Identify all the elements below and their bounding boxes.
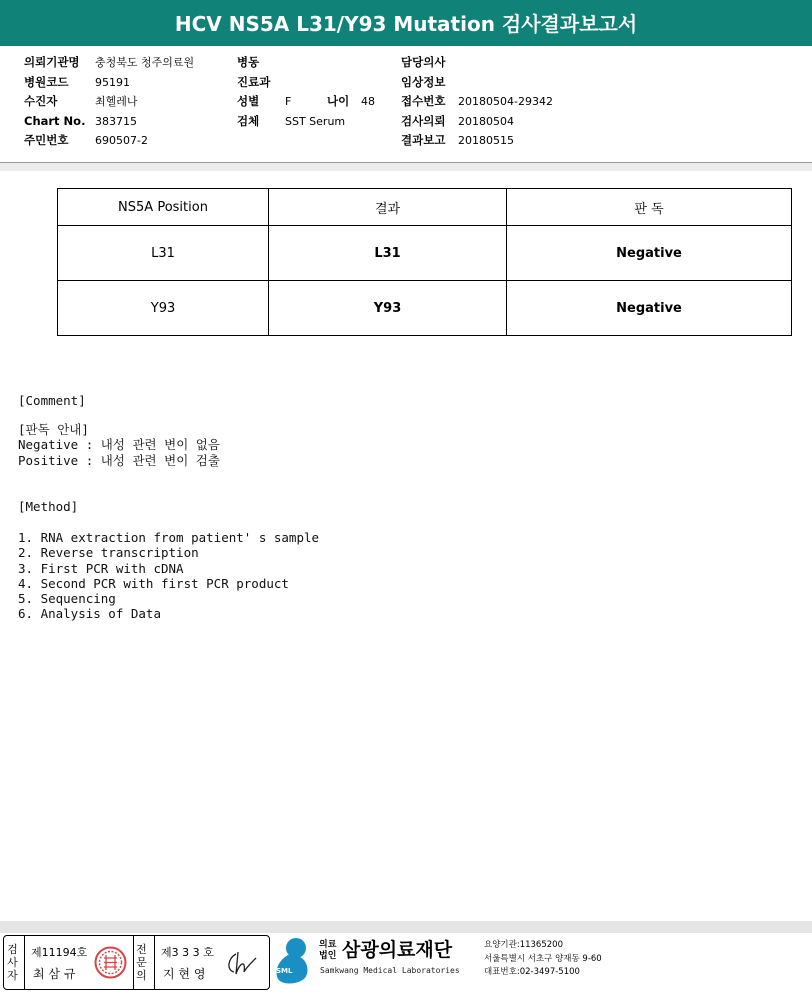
sml-logo-icon xyxy=(272,935,317,987)
info-label: 의뢰기관명 xyxy=(24,55,80,69)
seal-stamp-icon xyxy=(94,946,127,979)
org-code: 요양기관:11365200 xyxy=(484,940,563,950)
info-label: 검체 xyxy=(237,113,260,128)
signature-divider xyxy=(154,936,155,989)
info-column-3 xyxy=(401,53,553,151)
signature-divider xyxy=(133,936,134,989)
info-value: 충청북도 청주의료원 xyxy=(95,56,195,69)
method-heading: [Method] xyxy=(18,499,79,514)
logo-text: SML xyxy=(276,967,293,975)
signature-divider xyxy=(24,936,25,989)
examiner-name: 최 삼 규 xyxy=(33,967,76,981)
org-address: 서울특별시 서초구 양재동 9-60 xyxy=(484,953,602,964)
cell-result: Y93 xyxy=(269,281,507,336)
age-label: 나이 xyxy=(327,94,350,108)
header-result: 결과 xyxy=(269,189,507,226)
guide-heading: [판독 안내] xyxy=(18,422,89,437)
info-label: 결과보고 xyxy=(401,133,446,147)
header-position: NS5A Position xyxy=(58,189,269,226)
info-value: 690507-2 xyxy=(95,134,148,147)
org-prefix-top: 의료 xyxy=(319,940,337,950)
table-row xyxy=(58,281,792,336)
guide-section xyxy=(18,422,220,468)
examiner-label xyxy=(7,943,21,982)
guide-line: Negative : 내성 관련 변이 없음 xyxy=(18,437,220,453)
info-column-1 xyxy=(24,53,194,151)
comment-heading: [Comment] xyxy=(18,393,86,408)
info-value: 20180504 xyxy=(458,114,514,128)
method-step: 3. First PCR with cDNA xyxy=(18,560,184,576)
method-step: 4. Second PCR with first PCR product xyxy=(18,575,289,591)
org-name: 삼광의료재단 xyxy=(342,939,453,961)
info-value: 383715 xyxy=(95,114,137,128)
cell-position: Y93 xyxy=(58,281,269,336)
info-value: 최헬레나 xyxy=(95,95,138,108)
info-label: 주민번호 xyxy=(24,133,69,147)
examiner-label-text: 검사자 xyxy=(7,943,18,982)
report-title: HCV NS5A L31/Y93 Mutation 검사결과보고서 xyxy=(174,12,638,36)
cell-result: L31 xyxy=(269,226,507,281)
org-prefix-bottom: 법인 xyxy=(319,951,337,961)
info-label: Chart No. xyxy=(24,113,86,128)
info-label: 담당의사 xyxy=(401,55,446,69)
reviewer-label-text: 전문의 xyxy=(136,943,147,982)
method-step: 6. Analysis of Data xyxy=(18,606,161,622)
reviewer-license: 제3 3 3 호 xyxy=(161,946,214,959)
report-title-bar xyxy=(0,0,812,46)
info-label: 수진자 xyxy=(24,94,58,108)
results-table xyxy=(57,188,792,336)
info-value: 20180515 xyxy=(458,134,514,147)
method-step: 5. Sequencing xyxy=(18,591,116,607)
footer-gray-band xyxy=(0,921,812,933)
info-value: SST Serum xyxy=(285,114,346,128)
info-label: 검사의뢰 xyxy=(401,113,446,128)
info-value: 95191 xyxy=(95,75,130,89)
reviewer-name: 지 현 영 xyxy=(163,967,206,981)
age-value: 48 xyxy=(361,95,375,108)
org-contact xyxy=(484,939,602,980)
cell-interpretation: Negative xyxy=(507,281,792,336)
guide-line: Positive : 내성 관련 변이 검출 xyxy=(18,452,220,468)
info-value: 20180504-29342 xyxy=(458,95,553,108)
org-english-name: Samkwang Medical Laboratories xyxy=(320,966,460,975)
info-column-2 xyxy=(237,53,375,131)
info-label: 진료과 xyxy=(237,74,271,89)
org-phone: 대표번호:02-3497-5100 xyxy=(484,967,580,977)
handwritten-signature-icon xyxy=(222,948,262,978)
info-label: 접수번호 xyxy=(401,94,446,108)
cell-position: L31 xyxy=(58,226,269,281)
examiner-license: 제11194호 xyxy=(31,946,88,959)
header-interpretation: 판 독 xyxy=(507,189,792,226)
info-label: 성별 xyxy=(237,94,260,108)
method-steps xyxy=(18,530,319,622)
reviewer-label xyxy=(136,943,150,982)
info-label: 임상정보 xyxy=(401,74,446,89)
header-gray-band xyxy=(0,163,812,171)
info-label: 병동 xyxy=(237,55,260,69)
results-header-row xyxy=(58,189,792,226)
org-prefix xyxy=(319,940,336,962)
method-step: 2. Reverse transcription xyxy=(18,545,199,561)
info-label: 병원코드 xyxy=(24,74,69,89)
method-step: 1. RNA extraction from patient' s sample xyxy=(18,530,320,545)
cell-interpretation: Negative xyxy=(507,226,792,281)
info-value: F xyxy=(285,95,292,108)
table-row xyxy=(58,226,792,281)
signature-box xyxy=(3,935,270,990)
